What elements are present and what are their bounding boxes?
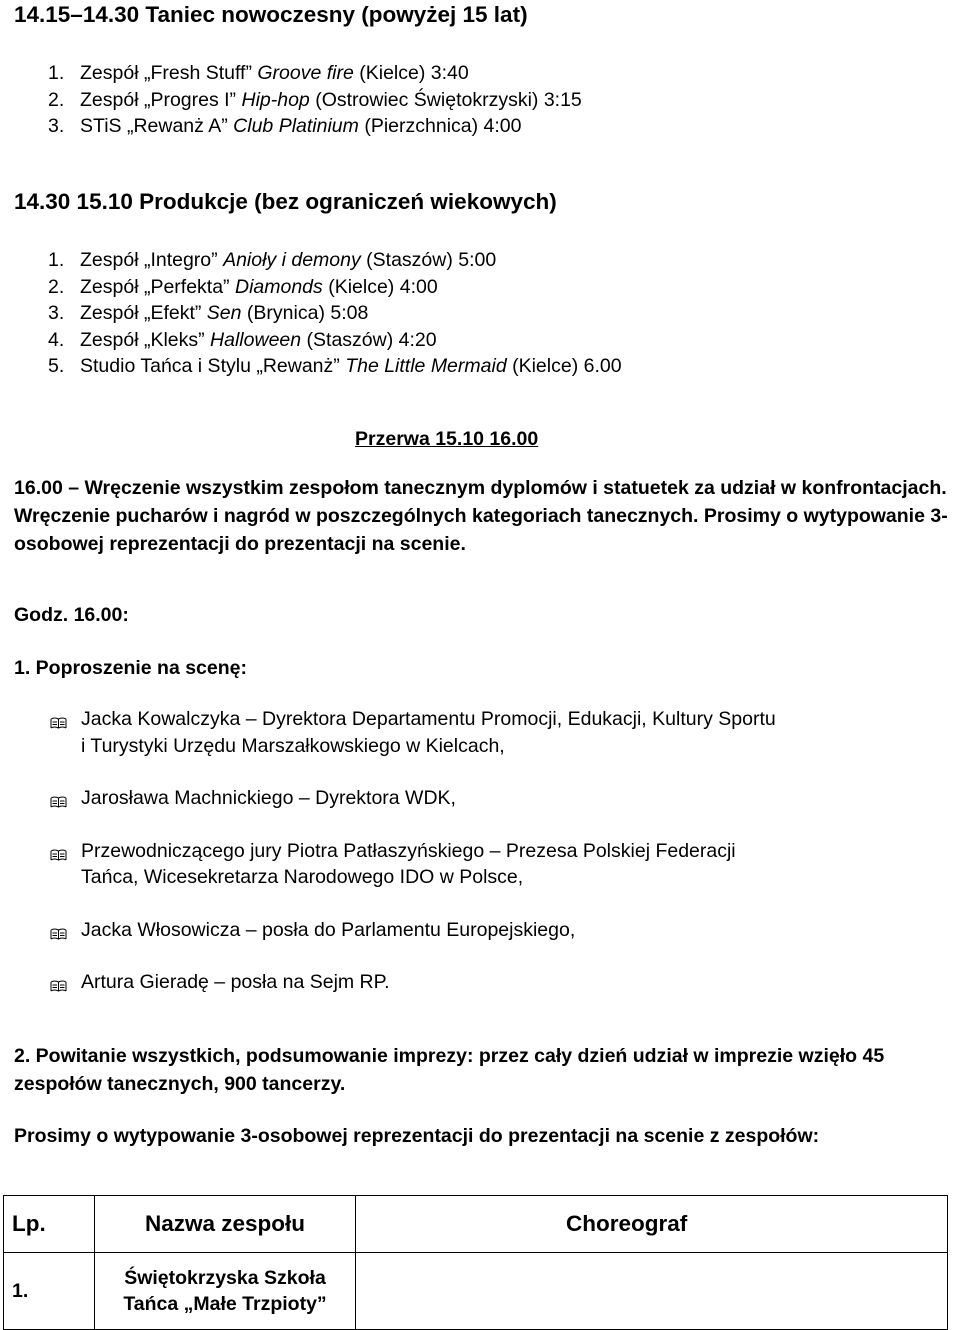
table-row	[4, 1253, 948, 1330]
summary-paragraph: 2. Powitanie wszystkich, podsumowanie imprezy: przez cały dzień udział w imprezie wzięło 45 zespołów tanecznych, 900 tancerzy.	[14, 1045, 885, 1095]
request-paragraph: Prosimy o wytypowanie 3-osobowej reprezentacji do prezentacji na scenie z zespołów:	[14, 1125, 820, 1147]
list-item: 2. Zespół „Perfekta” Diamonds (Kielce) 4:00	[48, 275, 438, 298]
book-icon	[50, 928, 67, 940]
teams-table	[3, 1195, 948, 1330]
book-icon	[50, 796, 67, 808]
list-item: 1. Zespół „Fresh Stuff” Groove fire (Kielce) 3:40	[48, 62, 469, 84]
list-item: 1. Zespół „Integro” Anioły i demony (Staszów) 5:00	[48, 249, 497, 271]
book-icon	[50, 849, 67, 861]
modern-dance-list	[48, 60, 582, 140]
table-header-row	[4, 1196, 948, 1253]
invite-heading: 1. Poproszenie na scenę:	[14, 657, 248, 679]
cell-choreographer	[356, 1253, 948, 1330]
list-item: Jarosława Machnickiego – Dyrektora WDK,	[50, 785, 930, 812]
guest-list	[50, 706, 930, 1022]
list-item: Jacka Kowalczyka – Dyrektora Departamentu Promocji, Edukacji, Kultury Sportu i Turystyki Urzędu Marszałkowskiego w Kielcach,	[50, 706, 930, 759]
list-item: Artura Gieradę – posła na Sejm RP.	[50, 969, 930, 996]
book-icon	[50, 717, 67, 729]
section-heading-productions: 14.30 15.10 Produkcje (bez ograniczeń wiekowych)	[14, 189, 557, 214]
list-item: Przewodniczącego jury Piotra Patłaszyńskiego – Prezesa Polskiej Federacji Tańca, Wicesekretarza Narodowego IDO w Polsce,	[50, 838, 930, 891]
book-icon	[50, 980, 67, 992]
list-item: 5. Studio Tańca i Stylu „Rewanż” The Little Mermaid (Kielce) 6.00	[48, 355, 622, 377]
list-item: 3. STiS „Rewanż A” Club Platinium (Pierzchnica) 4:00	[48, 115, 522, 137]
cell-lp: 1.	[4, 1253, 95, 1330]
header-team-name: Nazwa zespołu	[95, 1196, 356, 1253]
header-choreographer: Choreograf	[356, 1196, 948, 1253]
productions-list	[48, 247, 622, 380]
award-paragraph: 16.00 – Wręczenie wszystkim zespołom tanecznym dyplomów i statuetek za udział w konfrontacjach. Wręczenie pucharów i nagród w poszczególnych kategoriach tanecznych. Prosimy o wytypowanie 3-osobowej reprezentacji do prezentacji na scenie.	[14, 477, 948, 555]
list-item: 2. Zespół „Progres I” Hip-hop (Ostrowiec Świętokrzyski) 3:15	[48, 88, 582, 111]
header-lp: Lp.	[4, 1196, 95, 1253]
list-item: Jacka Włosowicza – posła do Parlamentu Europejskiego,	[50, 917, 930, 944]
time-label: Godz. 16.00:	[14, 604, 129, 626]
cell-team-name: Świętokrzyska Szkoła Tańca „Małe Trzpioty”	[95, 1253, 356, 1330]
break-label: Przerwa 15.10 16.00	[355, 428, 539, 450]
list-item: 4. Zespół „Kleks” Halloween (Staszów) 4:20	[48, 328, 437, 351]
list-item: 3. Zespół „Efekt” Sen (Brynica) 5:08	[48, 302, 369, 324]
section-heading-modern-dance: 14.15–14.30 Taniec nowoczesny (powyżej 15 lat)	[14, 2, 528, 27]
